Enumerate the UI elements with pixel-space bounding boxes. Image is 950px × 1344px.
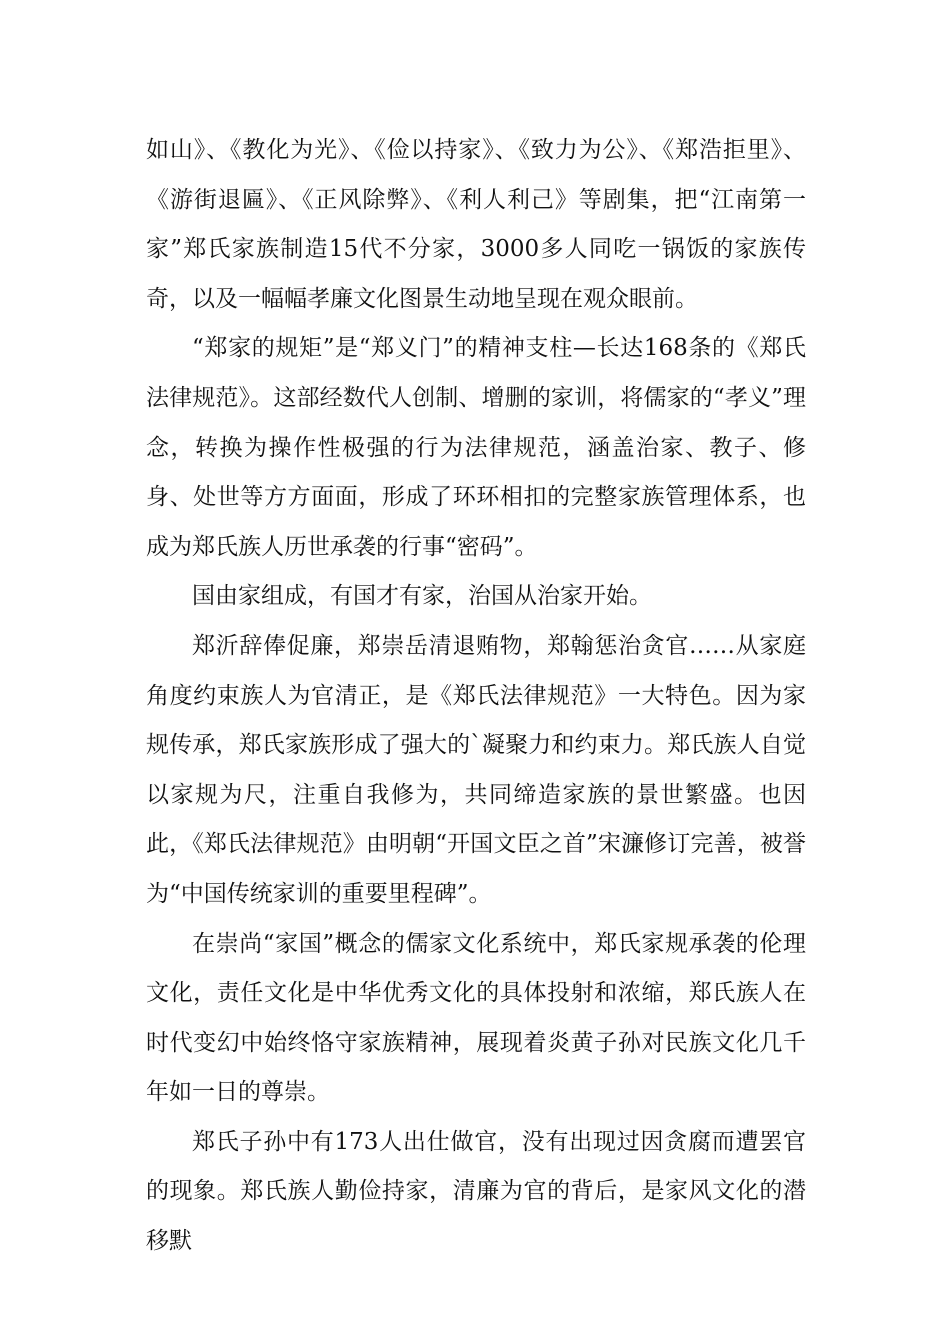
paragraph-5: 在崇尚“家国”概念的儒家文化系统中，郑氏家规承袭的伦理文化，责任文化是中华优秀文化的具体投射和浓缩，郑氏族人在时代变幻中始终恪守家族精神，展现着炎黄子孙对民族文化几千年如一日的尊崇。	[146, 930, 806, 1106]
paragraph-1: 如山》、《教化为光》、《俭以持家》、《致力为公》、《郑浩拒里》、《游街退匾》、《正风除弊》、《利人利己》等剧集，把“江南第一家”郑氏家族制造15代不分家，3000多人同吃一锅饭的家族传奇，以及一幅幅孝廉文化图景生动地呈现在观众眼前。	[146, 137, 806, 312]
paragraph-4: 郑沂辞俸促廉，郑崇岳清退贿物，郑翰惩治贪官……从家庭角度约束族人为官清正，是《郑氏法律规范》一大特色。因为家规传承，郑氏家族形成了强大的`凝聚力和约束力。郑氏族人自觉以家规为尺，注重自我修为，共同缔造家族的景世繁盛。也因此，《郑氏法律规范》由明朝“开国文臣之首”宋濂修订完善，被誉为“中国传统家训的重要里程碑”。	[146, 632, 806, 907]
paragraph-2: “郑家的规矩”是“郑义门”的精神支柱—长达168条的《郑氏法律规范》。这部经数代人创制、增删的家训，将儒家的“孝义”理念，转换为操作性极强的行为法律规范，涵盖治家、教子、修身、处世等方方面面，形成了环环相扣的完整家族管理体系，也成为郑氏族人历世承袭的行事“密码”。	[146, 335, 806, 560]
document-body	[146, 126, 806, 1267]
paragraph-3: 国由家组成，有国才有家，治国从治家开始。	[192, 583, 652, 610]
paragraph-6: 郑氏子孙中有173人出仕做官，没有出现过因贪腐而遭罢官的现象。郑氏族人勤俭持家，清廉为官的背后，是家风文化的潜移默	[146, 1128, 806, 1255]
